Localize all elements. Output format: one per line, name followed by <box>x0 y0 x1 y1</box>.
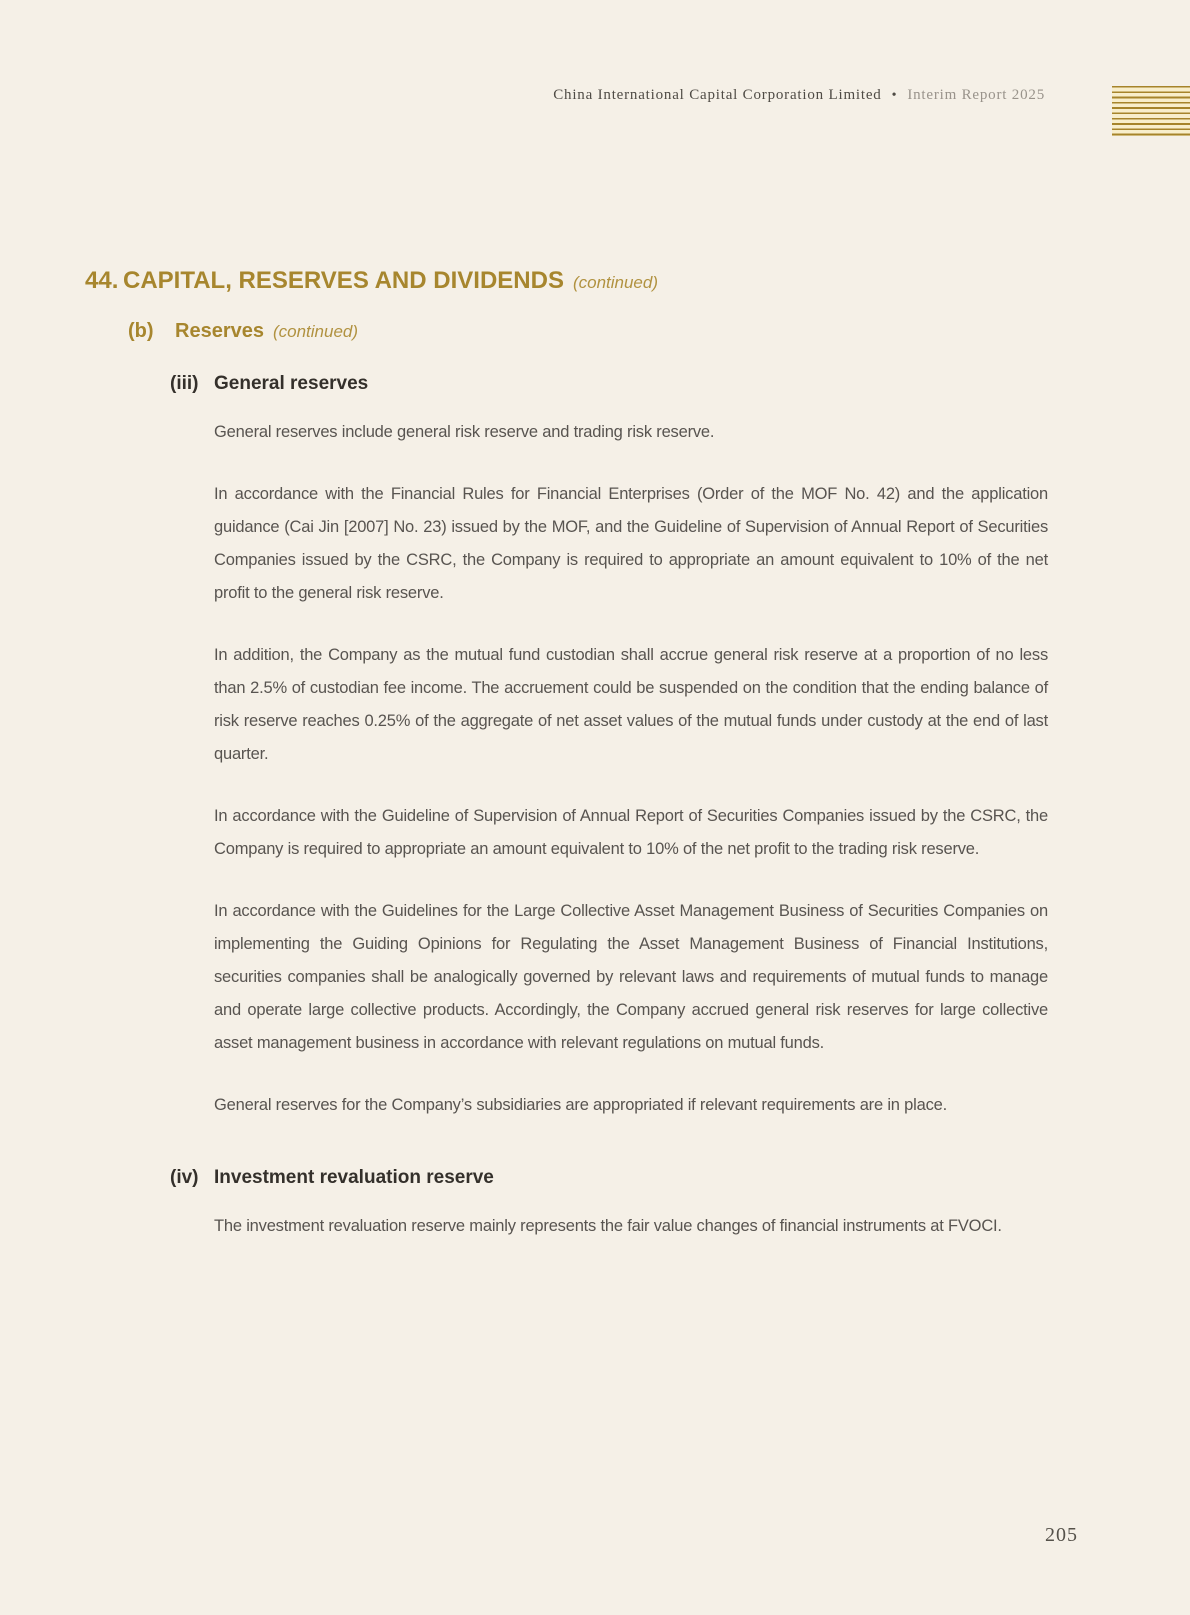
subsection-b-label: (b) <box>128 320 154 342</box>
paragraph: General reserves for the Company’s subsidiaries are appropriated if relevant requirements are in place. <box>214 1096 947 1114</box>
paragraph: The investment revaluation reserve mainly represents the fair value changes of financial instruments at FVOCI. <box>214 1217 1002 1235</box>
running-header <box>553 87 1045 104</box>
paragraph: In accordance with the Guideline of Supervision of Annual Report of Securities Companies issued by the CSRC, the Company is required to appropriate an amount equivalent to 10% of the net profit to the trading risk reserve. <box>214 807 1048 858</box>
subsection-iv-heading <box>170 1166 1048 1189</box>
paragraph: General reserves include general risk reserve and trading risk reserve. <box>214 423 715 441</box>
paragraph: In accordance with the Financial Rules for Financial Enterprises (Order of the MOF No. 42) and the application guidance (Cai Jin [2007] No. 23) issued by the MOF, and the Guideline of Supervision of Annual Report of Securities Companies issued by the CSRC, the Company is required to appropriate an amount equivalent to 10% of the net profit to the general risk reserve. <box>214 485 1048 602</box>
investment-revaluation-body <box>214 1210 1048 1243</box>
paragraph: In addition, the Company as the mutual fund custodian shall accrue general risk reserve at a proportion of no less than 2.5% of custodian fee income. The accruement could be suspended on the condition that the ending balance of risk reserve reaches 0.25% of the aggregate of net asset values of the mutual funds under custody at the end of last quarter. <box>214 646 1048 763</box>
gold-stripes-icon <box>1112 86 1190 136</box>
subsection-iii-title: General reserves <box>214 373 369 394</box>
subsection-b-heading <box>128 319 1048 344</box>
subsection-iii-heading <box>170 372 1048 395</box>
general-reserves-body <box>214 416 1048 1122</box>
section-continued-note: (continued) <box>572 273 659 292</box>
report-title: Interim Report 2025 <box>907 87 1045 103</box>
section-heading <box>85 266 1048 297</box>
bullet-separator-icon: • <box>891 88 898 103</box>
subsection-b-title: Reserves <box>175 320 264 342</box>
page-number: 205 <box>1045 1524 1078 1546</box>
paragraph: In accordance with the Guidelines for the Large Collective Asset Management Business of Securities Companies on implementing the Guiding Opinions for Regulating the Asset Management Business of Financial Institutions, securities companies shall be analogically governed by relevant laws and requirements of mutual funds to manage and operate large collective products. Accordingly, the Company accrued general risk reserves for large collective asset management business in accordance with relevant regulations on mutual funds. <box>214 902 1048 1052</box>
section-title: CAPITAL, RESERVES AND DIVIDENDS <box>123 267 564 294</box>
main-content <box>85 266 1048 1243</box>
section-number: 44. <box>85 267 119 294</box>
subsection-b-continued-note: (continued) <box>272 322 359 341</box>
subsection-iii-label: (iii) <box>170 373 199 394</box>
subsection-iv-title: Investment revaluation reserve <box>214 1167 494 1188</box>
subsection-iv-label: (iv) <box>170 1167 199 1188</box>
company-name: China International Capital Corporation Limited <box>553 87 882 103</box>
